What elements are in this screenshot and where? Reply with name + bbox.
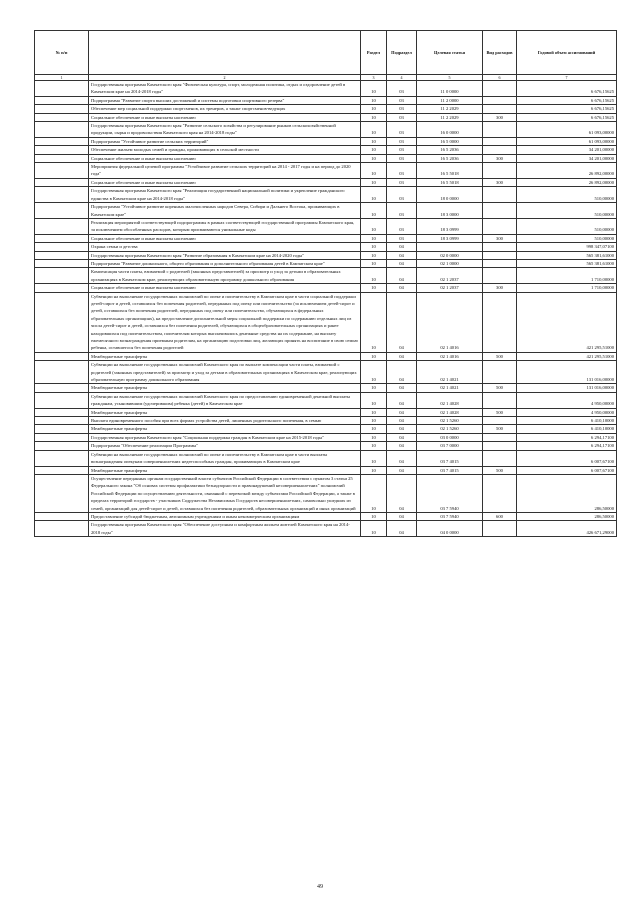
- row-amount: 26 892,00000: [517, 178, 617, 186]
- row-section: 10: [361, 251, 387, 259]
- row-amount: 6 410,10000: [517, 425, 617, 433]
- table-row: [35, 105, 617, 113]
- row-subsection: 03: [387, 96, 417, 104]
- row-exp-type: 500: [483, 352, 517, 360]
- row-subsection: 03: [387, 178, 417, 186]
- row-section: 10: [361, 203, 387, 219]
- table-row: [35, 442, 617, 450]
- row-section: 10: [361, 442, 387, 450]
- row-exp-type: [483, 137, 517, 145]
- row-amount: 61 093,00000: [517, 122, 617, 138]
- row-target: 16 5 5018: [417, 163, 483, 179]
- row-section: 10: [361, 137, 387, 145]
- table-row: [35, 417, 617, 425]
- row-section: 10: [361, 521, 387, 537]
- row-name: Подпрограмма "Устойчивое развитие сельских территорий": [89, 137, 361, 145]
- row-target: 16 0 0000: [417, 122, 483, 138]
- row-number: [35, 268, 89, 284]
- row-target: 03 7 4015: [417, 450, 483, 466]
- row-section: 10: [361, 425, 387, 433]
- colnum-1: 1: [35, 75, 89, 81]
- row-exp-type: [483, 268, 517, 284]
- table-row: [35, 259, 617, 267]
- row-amount: 565 381,61000: [517, 259, 617, 267]
- row-number: [35, 96, 89, 104]
- row-amount: 61 093,00000: [517, 137, 617, 145]
- row-number: [35, 163, 89, 179]
- row-number: [35, 433, 89, 441]
- row-subsection: 04: [387, 243, 417, 251]
- page-number: 49: [317, 884, 323, 890]
- row-number: [35, 408, 89, 416]
- row-section: 10: [361, 146, 387, 154]
- row-exp-type: 300: [483, 178, 517, 186]
- row-amount: 510,00000: [517, 187, 617, 203]
- header-name: [89, 31, 361, 75]
- row-name: Государственная программа Камчатского края "Развитие образования в Камчатском крае на 2014-2020 годы": [89, 251, 361, 259]
- row-subsection: 04: [387, 433, 417, 441]
- row-section: 10: [361, 384, 387, 392]
- row-exp-type: 500: [483, 466, 517, 474]
- row-exp-type: [483, 105, 517, 113]
- row-amount: 6 294,17100: [517, 442, 617, 450]
- row-subsection: 04: [387, 417, 417, 425]
- row-number: [35, 450, 89, 466]
- row-number: [35, 392, 89, 408]
- row-target: 11 2 2029: [417, 105, 483, 113]
- row-exp-type: [483, 474, 517, 512]
- row-exp-type: 500: [483, 384, 517, 392]
- colnum-5: 5: [417, 75, 483, 81]
- budget-table: [34, 30, 617, 537]
- row-number: [35, 137, 89, 145]
- row-name: Выплата единовременного пособия при всех формах устройства детей, лишенных родительского попечения, в семью: [89, 417, 361, 425]
- header-exp-type: Вид расходов: [483, 31, 517, 75]
- row-name: Государственная программа Камчатского края "Развитие сельского хозяйства и регулирование рынков сельскохозяйственной продукции, сырья и продовольствия Камчатского края на 2014-2018 годы": [89, 122, 361, 138]
- table-row: [35, 352, 617, 360]
- row-amount: 6 294,17100: [517, 433, 617, 441]
- row-subsection: 03: [387, 146, 417, 154]
- row-subsection: 04: [387, 442, 417, 450]
- row-name: Подпрограмма "Обеспечение реализации Программы": [89, 442, 361, 450]
- table-row: [35, 512, 617, 520]
- row-exp-type: [483, 163, 517, 179]
- row-exp-type: [483, 442, 517, 450]
- row-section: 10: [361, 433, 387, 441]
- row-subsection: 03: [387, 234, 417, 242]
- row-number: [35, 521, 89, 537]
- row-subsection: 03: [387, 105, 417, 113]
- row-target: 03 7 5940: [417, 512, 483, 520]
- row-name: Межбюджетные трансферты: [89, 408, 361, 416]
- row-exp-type: [483, 417, 517, 425]
- row-number: [35, 146, 89, 154]
- row-target: [417, 243, 483, 251]
- colnum-7: 7: [517, 75, 617, 81]
- row-exp-type: [483, 450, 517, 466]
- row-subsection: 04: [387, 512, 417, 520]
- row-exp-type: [483, 203, 517, 219]
- row-name: Обеспечение мер социальной поддержки спортсменов, их тренеров, а также спортсменов-ведущих: [89, 105, 361, 113]
- row-amount: 510,00000: [517, 234, 617, 242]
- row-section: 10: [361, 218, 387, 234]
- header-target: Целевая статья: [417, 31, 483, 75]
- row-amount: 4 950,00000: [517, 392, 617, 408]
- row-number: [35, 466, 89, 474]
- row-name: Компенсация части платы, взимаемой с родителей (законных представителей) за присмотр и уход за детьми в образовательных организациях в Камчатском крае, реализующих образовательную программу дошкольного образования: [89, 268, 361, 284]
- row-amount: 34 201,00000: [517, 154, 617, 162]
- table-row: [35, 251, 617, 259]
- row-section: 10: [361, 178, 387, 186]
- row-name: Межбюджетные трансферты: [89, 384, 361, 392]
- row-name: Предоставление субсидий бюджетным, автономным учреждениям и иным некоммерческим организациям: [89, 512, 361, 520]
- table-row: [35, 433, 617, 441]
- row-section: 10: [361, 417, 387, 425]
- row-exp-type: [483, 146, 517, 154]
- row-exp-type: 300: [483, 113, 517, 121]
- row-exp-type: 300: [483, 284, 517, 292]
- row-section: 10: [361, 81, 387, 97]
- row-subsection: 04: [387, 425, 417, 433]
- row-section: 10: [361, 187, 387, 203]
- row-amount: 1 710,00000: [517, 268, 617, 284]
- row-number: [35, 512, 89, 520]
- header-section: Раздел: [361, 31, 387, 75]
- row-amount: 131 016,00000: [517, 361, 617, 384]
- table-row: [35, 392, 617, 408]
- row-target: 11 2 2029: [417, 113, 483, 121]
- row-exp-type: [483, 292, 517, 352]
- row-name: Подпрограмма "Устойчивое развитие коренных малочисленных народов Севера, Сибири и Дальнего Востока, проживающих в Камчатском крае": [89, 203, 361, 219]
- row-target: 02 1 5260: [417, 425, 483, 433]
- row-section: 10: [361, 105, 387, 113]
- row-name: Социальное обеспечение и иные выплаты населению: [89, 113, 361, 121]
- row-subsection: 03: [387, 163, 417, 179]
- row-target: 18 3 0999: [417, 218, 483, 234]
- table-row: [35, 96, 617, 104]
- row-number: [35, 122, 89, 138]
- table-row: [35, 178, 617, 186]
- row-name: Социальное обеспечение и иные выплаты населению: [89, 178, 361, 186]
- table-row: [35, 450, 617, 466]
- row-name: Мероприятия федеральной целевой программы "Устойчивое развитие сельских территорий на 2014 - 2017 годы и на период до 2020 года": [89, 163, 361, 179]
- row-name: Охрана семьи и детства: [89, 243, 361, 251]
- row-section: 10: [361, 361, 387, 384]
- row-subsection: 04: [387, 284, 417, 292]
- row-target: 02 1 4028: [417, 408, 483, 416]
- row-target: 03 7 5940: [417, 474, 483, 512]
- row-target: 02 1 4016: [417, 352, 483, 360]
- row-target: 02 1 0000: [417, 259, 483, 267]
- row-target: 11 2 0000: [417, 96, 483, 104]
- row-number: [35, 425, 89, 433]
- row-target: 16 5 2036: [417, 154, 483, 162]
- row-section: 10: [361, 268, 387, 284]
- row-number: [35, 259, 89, 267]
- table-row: [35, 425, 617, 433]
- row-target: 02 1 5260: [417, 417, 483, 425]
- row-number: [35, 81, 89, 97]
- row-amount: 6 676,15625: [517, 81, 617, 97]
- row-amount: 34 201,00000: [517, 146, 617, 154]
- row-subsection: 04: [387, 392, 417, 408]
- row-amount: 565 381,61000: [517, 251, 617, 259]
- row-amount: 6 007,67100: [517, 466, 617, 474]
- row-number: [35, 384, 89, 392]
- row-target: 02 1 4021: [417, 361, 483, 384]
- row-subsection: 03: [387, 122, 417, 138]
- row-section: 10: [361, 259, 387, 267]
- table-row: [35, 408, 617, 416]
- row-name: Подпрограмма "Развитие дошкольного, общего образования и дополнительного образования детей в Камчатском крае": [89, 259, 361, 267]
- row-exp-type: [483, 218, 517, 234]
- row-exp-type: 500: [483, 425, 517, 433]
- row-number: [35, 178, 89, 186]
- row-number: [35, 474, 89, 512]
- row-amount: 6 410,10000: [517, 417, 617, 425]
- header-subsection: Подраздел: [387, 31, 417, 75]
- row-exp-type: [483, 361, 517, 384]
- row-target: 02 1 4028: [417, 392, 483, 408]
- row-section: 10: [361, 466, 387, 474]
- row-target: 02 1 4016: [417, 292, 483, 352]
- table-row: [35, 163, 617, 179]
- row-number: [35, 234, 89, 242]
- row-subsection: 04: [387, 259, 417, 267]
- row-number: [35, 284, 89, 292]
- row-name: Социальное обеспечение и иные выплаты населению: [89, 154, 361, 162]
- row-section: 10: [361, 450, 387, 466]
- row-name: Субвенции на выполнение государственных полномочий Камчатского края по предоставлению единовременной денежной выплаты гражданам, усыновившим (удочерившим) ребенка (детей) в Камчатском крае: [89, 392, 361, 408]
- row-amount: 6 007,67100: [517, 450, 617, 466]
- table-row: [35, 384, 617, 392]
- row-subsection: 03: [387, 203, 417, 219]
- row-number: [35, 203, 89, 219]
- table-row: [35, 81, 617, 97]
- row-target: 03 0 0000: [417, 433, 483, 441]
- row-number: [35, 292, 89, 352]
- row-section: 10: [361, 392, 387, 408]
- row-subsection: 04: [387, 521, 417, 537]
- row-name: Реализация мероприятий соответствующей подпрограммы в рамках соответствующей государственной программы Камчатского края, за исключением обособленных расходов, которым присваиваются уникальные коды: [89, 218, 361, 234]
- row-exp-type: [483, 392, 517, 408]
- row-exp-type: [483, 259, 517, 267]
- table-row: [35, 122, 617, 138]
- row-exp-type: 300: [483, 234, 517, 242]
- row-amount: 26 892,00000: [517, 163, 617, 179]
- row-name: Государственная программа Камчатского края "Физическая культура, спорт, молодежная политика, отдых и оздоровление детей в Камчатском крае на 2014-2018 годы": [89, 81, 361, 97]
- row-exp-type: 300: [483, 154, 517, 162]
- row-number: [35, 187, 89, 203]
- row-amount: 4 950,00000: [517, 408, 617, 416]
- table-row: [35, 113, 617, 121]
- table-row: [35, 187, 617, 203]
- row-exp-type: [483, 433, 517, 441]
- row-section: 10: [361, 284, 387, 292]
- row-number: [35, 417, 89, 425]
- row-name: Осуществление переданных органам государственной власти субъектов Российской Федерации в соответствии с пунктом 3 статьи 25 Федерального закона "Об основах системы профилактики безнадзорности и правонарушений несовершеннолетних" полномочий Российской Федерации по осуществлению деятельности, связанной с перевозкой между субъектами Российской Федерации, а также в пределах территорий государств - участников Содружества Независимых Государств несовершеннолетних, самовольно ушедших из семей, организаций для детей-сирот и детей, оставшихся без попечения родителей, образовательных организаций и иных организаций: [89, 474, 361, 512]
- row-target: 02 1 4021: [417, 384, 483, 392]
- header-num: № п/п: [35, 31, 89, 75]
- row-section: 10: [361, 154, 387, 162]
- row-exp-type: [483, 521, 517, 537]
- row-target: 16 5 2036: [417, 146, 483, 154]
- table-row: [35, 218, 617, 234]
- row-target: 16 5 5018: [417, 178, 483, 186]
- row-section: 10: [361, 163, 387, 179]
- row-subsection: 03: [387, 81, 417, 97]
- row-section: 10: [361, 113, 387, 121]
- header-row: [35, 31, 617, 75]
- table-row: [35, 243, 617, 251]
- row-name: Государственная программа Камчатского края "Обеспечение доступным и комфортным жильем жителей Камчатского края на 2014-2018 годы": [89, 521, 361, 537]
- row-target: 04 0 0000: [417, 521, 483, 537]
- row-section: 10: [361, 292, 387, 352]
- table-row: [35, 154, 617, 162]
- table-row: [35, 146, 617, 154]
- row-subsection: 04: [387, 474, 417, 512]
- table-row: [35, 474, 617, 512]
- row-section: 10: [361, 512, 387, 520]
- row-exp-type: 500: [483, 408, 517, 416]
- row-target: 11 0 0000: [417, 81, 483, 97]
- row-target: 16 5 0000: [417, 137, 483, 145]
- row-number: [35, 105, 89, 113]
- colnum-3: 3: [361, 75, 387, 81]
- row-target: 03 7 0000: [417, 442, 483, 450]
- row-exp-type: [483, 96, 517, 104]
- row-name: Субвенции на выполнение государственных полномочий Камчатского края по выплате компенсации части платы, взимаемой с родителей (законных представителей) за присмотр и уход за детьми в образовательных организациях в Камчатском крае, реализующих образовательную программу дошкольного образования: [89, 361, 361, 384]
- row-section: 10: [361, 122, 387, 138]
- row-target: 02 1 2037: [417, 268, 483, 284]
- row-number: [35, 442, 89, 450]
- row-target: 03 7 4015: [417, 466, 483, 474]
- row-amount: 421 295,51000: [517, 352, 617, 360]
- row-subsection: 03: [387, 187, 417, 203]
- row-number: [35, 251, 89, 259]
- row-subsection: 04: [387, 292, 417, 352]
- row-target: 18 3 0999: [417, 234, 483, 242]
- table-row: [35, 268, 617, 284]
- table-row: [35, 137, 617, 145]
- row-subsection: 04: [387, 384, 417, 392]
- row-subsection: 04: [387, 352, 417, 360]
- row-subsection: 03: [387, 137, 417, 145]
- row-section: 10: [361, 474, 387, 512]
- row-amount: 510,00000: [517, 203, 617, 219]
- row-number: [35, 113, 89, 121]
- row-subsection: 04: [387, 408, 417, 416]
- table-row: [35, 521, 617, 537]
- row-section: 10: [361, 352, 387, 360]
- row-exp-type: [483, 81, 517, 97]
- row-amount: 6 676,15625: [517, 113, 617, 121]
- row-name: Социальное обеспечение и иные выплаты населению: [89, 284, 361, 292]
- row-name: Государственная программа Камчатского края "Реализация государственной национальной политики и укрепление гражданского единства в Камчатском крае на 2014-2018 годы": [89, 187, 361, 203]
- row-name: Субвенции на выполнение государственных полномочий по опеке и попечительству в Камчатском крае в части социальной поддержки детей-сирот и детей, оставшихся без попечения родителей, переданных под опеку или попечительство (за исключением детей-сирот и детей, оставшихся без попечения родителей, переданных под опеку или попечительство, обучающихся в федеральных образовательных организациях), на предоставление дополнительной меры социальной поддержки по содержанию отдельных лиц из числа детей-сирот и детей, оставшихся без попечения родителей, обучающихся в общеобразовательных организациях и ранее находившихся под попечительством, попечителям которых выплачивались денежные средства на их содержание, на выплату ежемесячного вознаграждения приемным родителям, на организацию подготовки лиц, желающих принять на воспитание в свою семью ребенка, оставшегося без попечения родителей: [89, 292, 361, 352]
- row-subsection: 03: [387, 113, 417, 121]
- row-section: 10: [361, 96, 387, 104]
- row-number: [35, 154, 89, 162]
- row-subsection: 03: [387, 218, 417, 234]
- row-name: Обеспечение жильем молодых семей и граждан, проживающих в сельской местности: [89, 146, 361, 154]
- table-row: [35, 361, 617, 384]
- row-exp-type: 600: [483, 512, 517, 520]
- row-number: [35, 361, 89, 384]
- row-amount: 6 676,15625: [517, 105, 617, 113]
- row-name: Межбюджетные трансферты: [89, 425, 361, 433]
- row-name: Подпрограмма "Развитие спорта высших достижений и системы подготовки спортивного резерва": [89, 96, 361, 104]
- row-target: 02 0 0000: [417, 251, 483, 259]
- row-section: 10: [361, 243, 387, 251]
- colnum-2: 2: [89, 75, 361, 81]
- row-number: [35, 352, 89, 360]
- row-subsection: 04: [387, 268, 417, 284]
- row-subsection: 04: [387, 450, 417, 466]
- row-amount: 286,50000: [517, 474, 617, 512]
- row-section: 10: [361, 234, 387, 242]
- row-subsection: 04: [387, 466, 417, 474]
- row-target: 02 1 2037: [417, 284, 483, 292]
- row-name: Межбюджетные трансферты: [89, 352, 361, 360]
- row-subsection: 04: [387, 361, 417, 384]
- colnum-6: 6: [483, 75, 517, 81]
- table-row: [35, 292, 617, 352]
- row-target: 18 3 0000: [417, 203, 483, 219]
- row-target: 18 0 0000: [417, 187, 483, 203]
- row-amount: 421 295,51000: [517, 292, 617, 352]
- table-row: [35, 234, 617, 242]
- row-number: [35, 243, 89, 251]
- row-amount: 510,00000: [517, 218, 617, 234]
- row-name: Государственная программа Камчатского края "Социальная поддержка граждан в Камчатском крае на 2015-2018 годы": [89, 433, 361, 441]
- row-amount: 286,50000: [517, 512, 617, 520]
- row-name: Субвенции на выполнение государственных полномочий по опеке и попечительству в Камчатском крае в части выплаты вознаграждения опекунам совершеннолетних недееспособных граждан, проживающих в Камчатском крае: [89, 450, 361, 466]
- row-name: Межбюджетные трансферты: [89, 466, 361, 474]
- table-row: [35, 203, 617, 219]
- row-subsection: 03: [387, 154, 417, 162]
- row-amount: 1 710,00000: [517, 284, 617, 292]
- row-exp-type: [483, 251, 517, 259]
- row-section: 10: [361, 408, 387, 416]
- row-name: Социальное обеспечение и иные выплаты населению: [89, 234, 361, 242]
- row-subsection: 04: [387, 251, 417, 259]
- colnum-4: 4: [387, 75, 417, 81]
- row-exp-type: [483, 243, 517, 251]
- table-row: [35, 466, 617, 474]
- row-number: [35, 218, 89, 234]
- row-amount: 426 671,29000: [517, 521, 617, 537]
- table-row: [35, 284, 617, 292]
- row-exp-type: [483, 122, 517, 138]
- row-amount: 131 016,00000: [517, 384, 617, 392]
- row-amount: 6 676,15625: [517, 96, 617, 104]
- row-exp-type: [483, 187, 517, 203]
- header-amount: Годовой объем ассигнований: [517, 31, 617, 75]
- row-amount: 998 347,07100: [517, 243, 617, 251]
